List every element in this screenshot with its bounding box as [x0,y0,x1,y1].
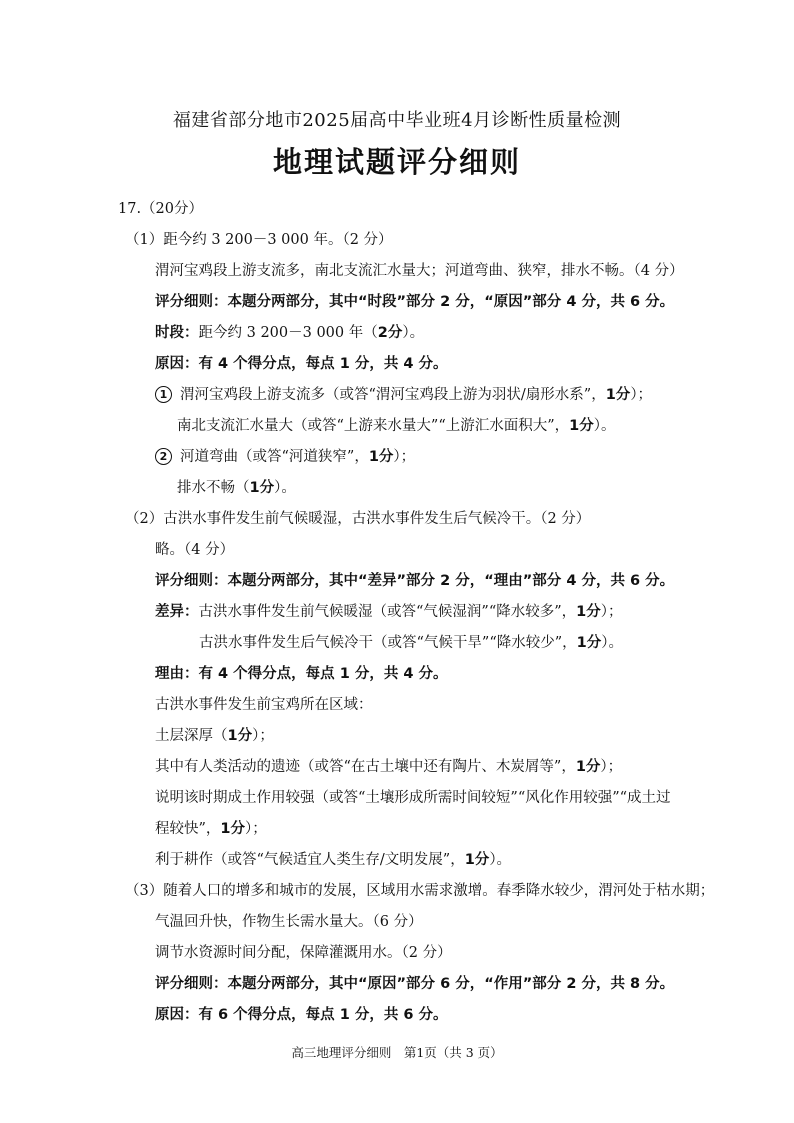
question-heading: 17.（20分） [118,201,204,217]
part2-brief: 略。（4 分） [155,542,235,558]
diff1-end: ）； [600,604,623,620]
r4-score: 1分 [464,852,490,868]
part1-reason-rule: 原因：有 4 个得分点，每点 1 分，共 4 分。 [155,356,448,372]
part1-answer: （1）距今约 3 200－3 000 年。（2 分） [125,232,393,248]
r3-score: 1分 [220,821,246,837]
pt2-score: 1分 [569,418,594,434]
pt3-score: 1分 [368,449,394,465]
diff1-score: 1分 [576,604,601,620]
pt4-score: 1分 [249,480,275,496]
part3-effect: 调节水资源时间分配，保障灌溉用水。（2 分） [155,945,452,961]
part1-period [155,323,424,343]
pt4-text: 排水不畅（ [177,480,250,496]
circled-number-1: 1 [155,386,172,403]
part2-reason-rule: 理由：有 4 个得分点，每点 1 分，共 4 分。 [155,666,448,682]
part2-reason-1 [155,726,274,746]
part3-answer-b: 气温回升快，作物生长需水量大。（6 分） [155,914,423,930]
part1-reason: 渭河宝鸡段上游支流多，南北支流汇水量大；河道弯曲、狭窄，排水不畅。（4 分） [155,263,684,279]
diff-label: 差异： [155,604,199,620]
pt3-end: ）； [393,449,416,465]
pt3-text: 河道弯曲（或答“河道狭窄”， [180,449,369,465]
part2-reason-2 [155,757,622,777]
part2-intro: 古洪水事件发生前宝鸡所在区域： [155,697,373,713]
period-text: 距今约 3 200－3 000 年（ [198,325,378,341]
circled-number-2: 2 [155,448,172,465]
pt2-end: ）。 [593,418,616,434]
part1-point-3 [155,447,415,467]
part2-reason-3a: 说明该时期成土作用较强（或答“土壤形成所需时间较短”“风化作用较强”“成土过 [155,790,671,806]
pt2-text: 南北支流汇水量大（或答“上游来水量大”“上游汇水面积大”， [177,418,570,434]
document-title: 地理试题评分细则 [272,145,521,179]
period-score: 2分 [377,325,403,341]
diff2-score: 1分 [576,635,602,651]
part1-rule: 评分细则：本题分两部分，其中“时段”部分 2 分，“原因”部分 4 分，共 6 分。 [155,294,675,310]
pt1-score: 1分 [605,387,631,403]
r3-end: ）； [245,821,267,837]
part2-reason-3b [155,819,267,839]
diff2-text: 古洪水事件发生后气候冷干（或答“气候干旱”“降水较少”， [199,635,577,651]
period-label: 时段： [155,325,199,341]
pt1-end: ）； [630,387,653,403]
part2-diff-1 [155,602,623,622]
r3-text-b: 程较快”， [155,821,221,837]
part3-rule: 评分细则：本题分两部分，其中“原因”部分 6 分，“作用”部分 2 分，共 8 分。 [155,976,675,992]
part2-rule: 评分细则：本题分两部分，其中“差异”部分 2 分，“理由”部分 4 分，共 6 分。 [155,573,675,589]
part3-reason-rule: 原因：有 6 个得分点，每点 1 分，共 6 分。 [155,1007,448,1023]
diff1-text: 古洪水事件发生前气候暖湿（或答“气候湿润”“降水较多”， [198,604,577,620]
part1-point-2 [177,416,616,436]
r4-end: ）。 [489,852,512,868]
r1-text: 土层深厚（ [155,728,228,744]
r1-score: 1分 [227,728,253,744]
part2-diff-2 [199,633,623,653]
part1-point-4 [177,478,296,498]
r1-end: ）； [252,728,274,744]
r4-text: 利于耕作（或答“气候适宜人类生存/文明发展”， [155,852,465,868]
period-end: ）。 [402,325,425,341]
part3-answer-a: （3）随着人口的增多和城市的发展，区域用水需求激增。春季降水较少，渭河处于枯水期； [125,883,715,899]
part2-answer: （2）古洪水事件发生前气候暖湿，古洪水事件发生后气候冷干。（2 分） [125,511,591,527]
document-subtitle: 福建省部分地市2025届高中毕业班4月诊断性质量检测 [172,110,622,131]
diff2-end: ）。 [601,635,623,651]
page-footer: 高三地理评分细则 第1页（共 3 页） [291,1045,503,1060]
r2-text: 其中有人类活动的遗迹（或答“在古土壤中还有陶片、木炭屑等”， [155,759,576,775]
r2-end: ）； [600,759,623,775]
pt1-text: 渭河宝鸡段上游支流多（或答“渭河宝鸡段上游为羽状/扇形水系”， [180,387,606,403]
part1-point-1 [155,385,652,405]
part2-reason-4 [155,850,511,870]
pt4-end: ）。 [274,480,296,496]
r2-score: 1分 [575,759,601,775]
